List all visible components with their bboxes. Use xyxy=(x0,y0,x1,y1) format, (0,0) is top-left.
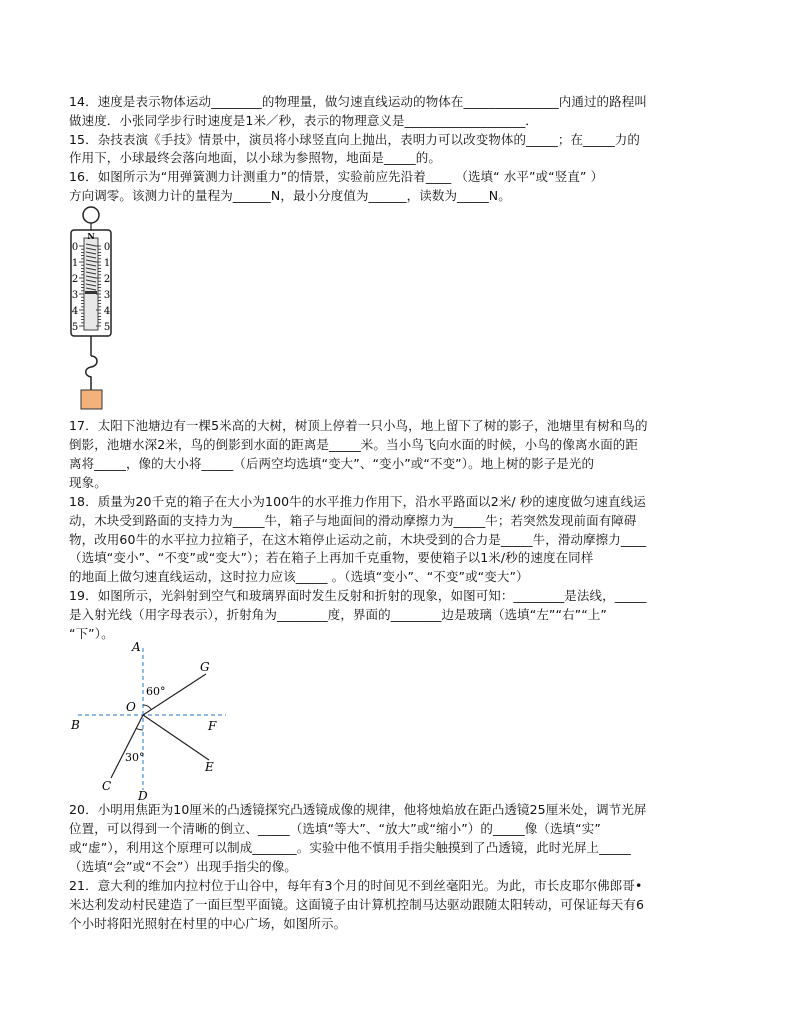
q18-line-4: （选填“变小”、“不变”或“变大”）；若在箱子上再加千克重物，要使箱子以1米/秒的速度在同样 xyxy=(69,550,594,565)
ray-oc xyxy=(111,715,143,778)
q18-line-2: 动，木块受到路面的支持力为_____牛，箱子与地面间的滑动摩擦力为_____牛；若突然发现前面有障碍 xyxy=(69,513,637,528)
scale-num-right-5: 5 xyxy=(103,322,111,333)
unit-label: N xyxy=(87,231,95,241)
q14-line-2: 做速度．小张同学步行时速度是1米／秒，表示的物理意义是___________________． xyxy=(69,113,538,128)
q20-line-4: （选填“会”或“不会”）出现手指尖的像。 xyxy=(69,859,297,874)
scale-num-left-0: 0 xyxy=(71,242,79,253)
scale-num-left-3: 3 xyxy=(71,290,79,301)
scale-num-right-0: 0 xyxy=(103,242,111,253)
scale-num-left-2: 2 xyxy=(71,274,79,285)
scale-num-left-1: 1 xyxy=(71,258,79,269)
q15-line-1: 15．杂技表演《手技》情景中，演员将小球竖直向上抛出，表明力可以改变物体的_____；在_____力的 xyxy=(69,132,641,147)
label-c: C xyxy=(102,779,112,793)
label-f: F xyxy=(208,719,217,733)
q21-line-3: 个小时将阳光照射在村里的中心广场，如图所示。 xyxy=(69,916,347,931)
scale-num-right-1: 1 xyxy=(103,258,111,269)
q20-line-2: 位置，可以得到一个清晰的倒立、_____（选填“等大”、“放大”或“缩小”）的_____像（选填“实” xyxy=(69,821,601,836)
label-d: D xyxy=(138,789,148,800)
q20-line-1: 20．小明用焦距为10厘米的凸透镜探究凸透镜成像的规律，他将烛焰放在距凸透镜25厘米处，调节光屏 xyxy=(69,802,647,817)
label-e: E xyxy=(205,760,214,774)
q16-line-1: 16．如图所示为“用弹簧测力计测重力”的情景，实验前应先沿着____ （选填“ 水平”或“竖直” ） xyxy=(69,169,604,184)
q20-line-3: 或“虚”），利用这个原理可以制成_______。实验中他不慎用手指尖触摸到了凸透镜，此时光屏上_____ xyxy=(69,840,631,855)
scale-num-right-2: 2 xyxy=(103,274,111,285)
q16-line-2: 方向调零。该测力计的量程为______N，最小分度值为______，读数为_____N。 xyxy=(69,188,511,203)
scale-num-left-5: 5 xyxy=(71,322,79,333)
angle-label-top: 60° xyxy=(146,685,166,698)
q21-line-2: 米达利发动村民建造了一面巨型平面镜。这面镜子由计算机控制马达驱动跟随太阳转动，可保证每天有6 xyxy=(69,897,645,912)
ray-oe xyxy=(143,715,209,760)
q18-line-1: 18．质量为20千克的箱子在大小为100牛的水平推力作用下，沿水平路面以2米/ 秒的速度做匀速直线运 xyxy=(69,494,646,509)
q14-line-1: 14．速度是表示物体运动________的物理量，做匀速直线运动的物体在_______________内通过的路程叫 xyxy=(69,94,647,109)
q18-line-5: 的地面上做匀速直线运动，这时拉力应该_____ 。（选填“变小”、“不变”或“变大”） xyxy=(69,569,529,584)
q15-line-2: 作用下，小球最终会落向地面，以小球为参照物，地面是_____的。 xyxy=(69,150,441,165)
spring-scale-figure xyxy=(66,204,120,416)
angle-label-bottom: 30° xyxy=(125,751,145,764)
hook-icon xyxy=(86,356,97,390)
angle-arc-top xyxy=(143,705,151,710)
q21-line-1: 21．意大利的维加内拉村位于山谷中，每年有3个月的时间见不到丝毫阳光。为此，市长皮耶尔佛郎哥• xyxy=(69,878,643,893)
q18-line-3: 物，改用60牛的水平拉力拉箱子，在这木箱停止运动之前，木块受到的合力是_____牛，滑动摩擦力____ xyxy=(69,532,647,547)
q17-line-2: 倒影，池塘水深2米，鸟的倒影到水面的距离是_____米。当小鸟飞向水面的时候，小鸟的像离水面的距 xyxy=(69,437,639,452)
q17-line-4: 现象。 xyxy=(69,475,107,490)
scale-num-right-4: 4 xyxy=(103,306,111,317)
q19-line-2: 是入射光线（用字母表示），折射角为________度，界面的________边是玻璃（选填“左”“右”“上” xyxy=(69,607,608,622)
angle-arc-bottom xyxy=(136,728,143,730)
scale-pointer xyxy=(85,291,97,294)
q17-line-1: 17．太阳下池塘边有一棵5米高的大树，树顶上停着一只小鸟，地上留下了树的影子，池塘里有树和鸟的 xyxy=(69,418,648,433)
label-g: G xyxy=(200,660,210,674)
q19-line-1: 19．如图所示，光斜射到空气和玻璃界面时发生反射和折射的现象，如图可知：________是法线，_____ xyxy=(69,588,647,603)
scale-num-right-3: 3 xyxy=(103,290,111,301)
label-b: B xyxy=(71,718,80,732)
label-a: A xyxy=(132,640,141,654)
q19-line-3: “下”）。 xyxy=(69,626,114,641)
q17-line-3: 离将_____，像的大小将_____（后两空均选填“变大”、“变小”或“不变”）。地上树的影子是光的 xyxy=(69,456,595,471)
label-o: O xyxy=(126,700,136,714)
weight-block xyxy=(81,390,102,409)
scale-num-left-4: 4 xyxy=(71,306,79,317)
optics-diagram xyxy=(66,638,242,800)
top-ring xyxy=(83,207,99,223)
